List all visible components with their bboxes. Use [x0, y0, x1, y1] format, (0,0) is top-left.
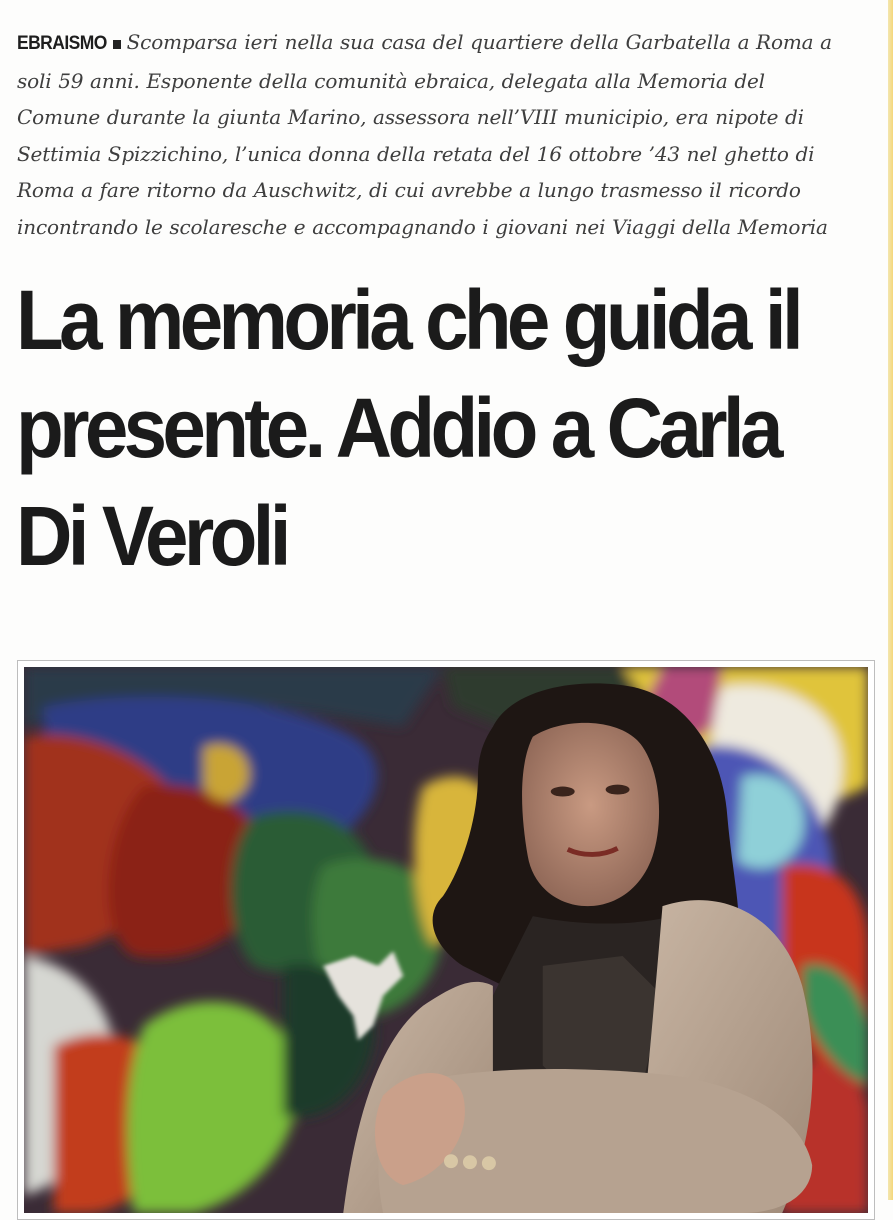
- article-photo: [24, 667, 868, 1213]
- article-standfirst: [17, 24, 847, 245]
- section-kicker: EBRAISMO: [17, 33, 107, 54]
- page-edge-strip: [888, 0, 893, 1200]
- article-photo-frame: [17, 660, 875, 1220]
- kicker-bullet: [113, 40, 121, 49]
- standfirst-text: Scomparsa ieri nella sua casa del quartiere della Garbatella a Roma a soli 59 anni. Esponente della comunità ebraica, delegata alla Memoria del Comune durante la giunta Marino, assessora nell’VIII municipio, era nipote di Settimia Spizzichino, l’unica donna della retata del 16 ottobre ’43 nel ghetto di Roma a fare ritorno da Auschwitz, di cui avrebbe a lungo trasmesso il ricordo incontrando le scolaresche e accompagnando i giovani nei Viaggi della Memoria: [17, 30, 832, 239]
- article-headline: La memoria che guida il presente. Addio a Carla Di Veroli: [16, 273, 800, 583]
